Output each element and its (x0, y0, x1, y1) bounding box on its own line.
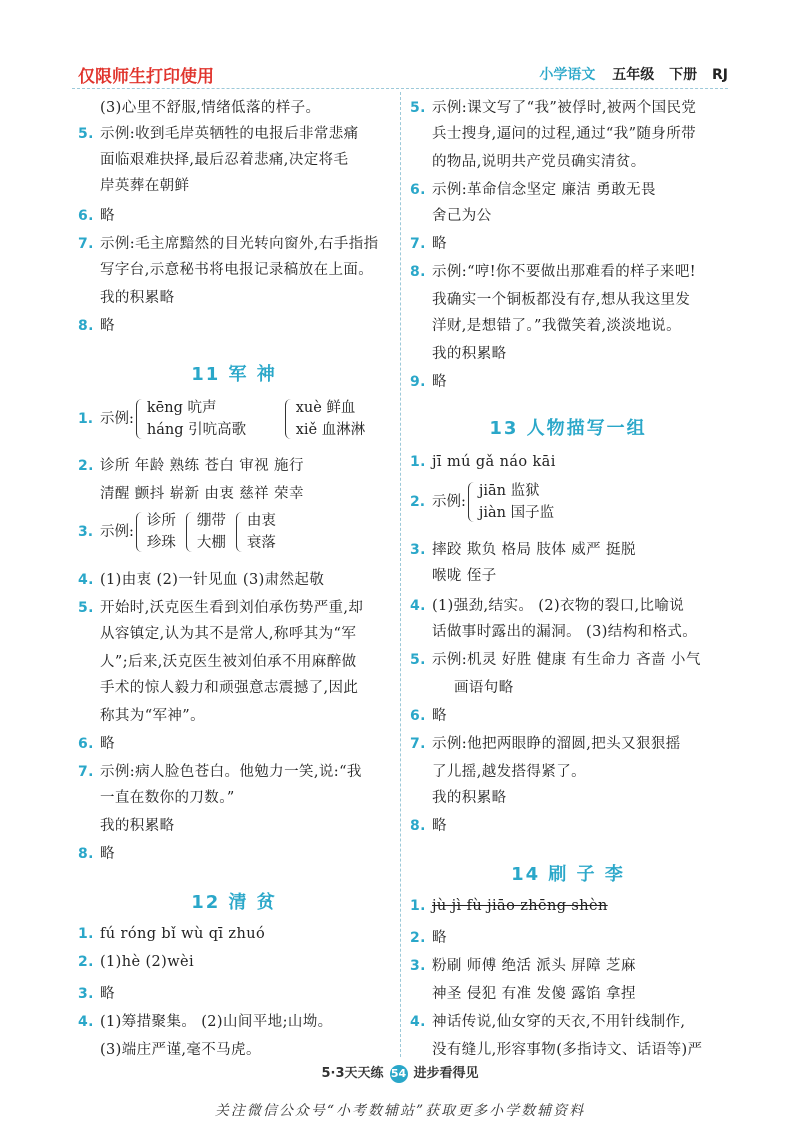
answer-text: 示例:机灵 好胜 健康 有生命力 吝啬 小气 (432, 652, 701, 668)
q-number: 8. (410, 818, 426, 834)
answer-line (410, 814, 447, 835)
term-label: 下册 (669, 67, 698, 83)
answer-line: 我确实一个铜板都没有存,想从我这里发 (432, 292, 691, 308)
section-title: 12 清 贫 (191, 892, 277, 913)
answer-line: 一直在数你的刀数。” (100, 790, 235, 806)
q-number: 4. (410, 1014, 426, 1030)
q-number: 6. (410, 708, 426, 724)
answer-line: 的物品,说明共产党员确实清贫。 (432, 154, 646, 170)
answer-text: 珍珠 (146, 535, 176, 551)
answer-line (410, 926, 447, 947)
answer-line (410, 480, 554, 524)
q-number: 7. (78, 764, 94, 780)
q-number: 9. (410, 374, 426, 390)
section-title: 14 刷 子 李 (511, 864, 625, 885)
answer-line (78, 1010, 333, 1031)
answer-line (78, 204, 115, 225)
brace (468, 482, 475, 522)
answer-line: 了儿摇,越发搭得紧了。 (432, 764, 587, 780)
answer-line (78, 122, 359, 143)
answer-line (410, 704, 447, 725)
q-number: 3. (410, 958, 426, 974)
answer-line (410, 370, 447, 391)
answer-line: 从容镇定,认为其不是常人,称呼其为“军 (100, 626, 357, 642)
q-number: 1. (410, 454, 426, 470)
q-number: 5. (78, 600, 94, 616)
q-number: 6. (78, 208, 94, 224)
answer-text: 示例:“哼!你不要做出那难看的样子来吧! (432, 264, 696, 280)
q-number: 2. (410, 930, 426, 946)
q-number: 5. (78, 126, 94, 142)
subject-label: 小学语文 (539, 67, 596, 83)
answer-line: 兵士搜身,逼问的过程,通过“我”随身所带 (432, 126, 697, 142)
section-title: 11 军 神 (191, 364, 277, 385)
answer-line (78, 397, 365, 441)
q-number: 3. (78, 986, 94, 1002)
answer-text: 示例: (100, 411, 134, 427)
answer-line (78, 926, 265, 942)
answer-text: (1)筹措聚集。 (2)山间平地;山坳。 (100, 1014, 333, 1030)
answer-line: 我的积累略 (432, 346, 507, 362)
answer-line: 写字台,示意秘书将电报记录稿放在上面。 (100, 262, 374, 278)
answer-line (410, 260, 696, 281)
answer-text: 略 (100, 208, 115, 224)
answer-text: 略 (100, 318, 115, 334)
answer-line: 舍己为公 (432, 208, 492, 224)
answer-line (78, 732, 115, 753)
answer-line: 我的积累略 (100, 818, 175, 834)
answer-line: 清醒 颤抖 崭新 由衷 慈祥 荣幸 (100, 486, 304, 502)
q-number: 8. (78, 318, 94, 334)
page-number: 54 (390, 1065, 408, 1083)
answer-text: 略 (432, 236, 447, 252)
answer-text: (1)强劲,结实。 (2)衣物的裂口,比喻说 (432, 598, 685, 614)
q-number: 1. (78, 411, 94, 427)
q-number: 3. (78, 524, 94, 540)
answer-line: 没有缝儿,形容事物(多指诗文、话语等)严 (432, 1042, 703, 1058)
answer-line (410, 178, 656, 199)
answer-line: 我的积累略 (432, 790, 507, 806)
q-number: 4. (78, 572, 94, 588)
answer-text: 略 (432, 818, 447, 834)
answer-line (410, 594, 684, 615)
answer-line (78, 568, 324, 589)
answer-line (78, 954, 194, 970)
header-left-notice: 仅限师生打印使用 (78, 67, 214, 87)
q-number: 4. (410, 598, 426, 614)
answer-line: 神圣 侵犯 有准 发傻 露馅 拿捏 (432, 986, 636, 1002)
edition-label: RJ (712, 67, 728, 83)
header-rule (72, 88, 728, 89)
answer-line (78, 454, 304, 475)
answer-line: 我的积累略 (100, 290, 175, 306)
q-number: 2. (78, 458, 94, 474)
q-number: 5. (410, 652, 426, 668)
q-number: 2. (410, 494, 426, 510)
answer-line (78, 596, 363, 617)
answer-text: 略 (432, 708, 447, 724)
answer-line (78, 510, 276, 554)
answer-text: jiàn 国子监 (478, 505, 555, 521)
answer-text: jù jì fù jiāo zhēng shèn (432, 898, 608, 914)
grade-label: 五年级 (612, 67, 655, 83)
answer-text: 示例:病人脸色苍白。他勉力一笑,说:“我 (100, 764, 362, 780)
answer-line (78, 314, 115, 335)
answer-text: 由衷 (246, 513, 276, 529)
answer-line: 手术的惊人毅力和顽强意志震撼了,因此 (100, 680, 359, 696)
q-number: 6. (410, 182, 426, 198)
answer-text: 大棚 (196, 535, 226, 551)
answer-text: 诊所 (146, 513, 176, 529)
answer-text: xuè 鲜血 (295, 400, 356, 416)
brace (236, 512, 243, 552)
answer-line (410, 1010, 685, 1031)
answer-text: fú róng bǐ wù qī zhuó (100, 926, 266, 942)
q-number: 7. (410, 236, 426, 252)
answer-text: 神话传说,仙女穿的天衣,不用针线制作, (432, 1014, 686, 1030)
answer-line (410, 954, 636, 975)
q-number: 5. (410, 100, 426, 116)
answer-text: jī mú gǎ náo kāi (432, 454, 556, 470)
answer-line (78, 982, 115, 1003)
answer-text: 示例:收到毛岸英牺牲的电报后非常悲痛 (100, 126, 359, 142)
answer-line (410, 732, 681, 753)
answer-line (410, 538, 636, 559)
answer-text: (1)hè (2)wèi (100, 954, 195, 970)
answer-text: 示例:毛主席黯然的目光转向窗外,右手指指 (100, 236, 379, 252)
answer-line: 面临艰难抉择,最后忍着悲痛,决定将毛 (100, 152, 349, 168)
answer-line (78, 760, 362, 781)
answer-text: 摔跤 欺负 格局 肢体 威严 挺脱 (432, 542, 636, 558)
answer-line (78, 232, 379, 253)
answer-text: 示例: (100, 524, 134, 540)
answer-line: 画语句略 (454, 680, 514, 696)
answer-text: 略 (432, 374, 447, 390)
answer-text: jiān 监狱 (478, 483, 540, 499)
answer-line: 话做事时露出的漏洞。 (3)结构和格式。 (432, 624, 698, 640)
answer-line (410, 454, 556, 470)
column-divider (400, 92, 401, 1057)
answer-line (410, 648, 701, 669)
q-number: 1. (410, 898, 426, 914)
answer-text: 略 (100, 846, 115, 862)
answer-text: 略 (432, 930, 447, 946)
answer-line: 喉咙 侄子 (432, 568, 497, 584)
answer-text: xiě 血淋淋 (295, 422, 366, 438)
q-number: 1. (78, 926, 94, 942)
answer-text: 示例:课文写了“我”被俘时,被两个国民党 (432, 100, 697, 116)
answer-text: 示例:革命信念坚定 廉洁 勇敢无畏 (432, 182, 656, 198)
section-title: 13 人物描写一组 (489, 418, 647, 439)
answer-line: 称其为“军神”。 (100, 708, 206, 724)
answer-line: 人”;后来,沃克医生被刘伯承不用麻醉做 (100, 654, 357, 670)
answer-text: 粉刷 师傅 绝活 派头 屏障 芝麻 (432, 958, 636, 974)
answer-text: kēng 吭声 (146, 400, 217, 416)
brace (186, 512, 193, 552)
q-number: 7. (78, 236, 94, 252)
q-number: 8. (78, 846, 94, 862)
brace (285, 399, 292, 439)
answer-line: (3)端庄严谨,毫不马虎。 (100, 1042, 261, 1058)
q-number: 3. (410, 542, 426, 558)
footer-slogan: 进步看得见 (413, 1066, 479, 1081)
answer-text: 诊所 年龄 熟练 苍白 审视 施行 (100, 458, 304, 474)
q-number: 7. (410, 736, 426, 752)
answer-line (78, 842, 115, 863)
answer-line: 洋财,是想错了。”我微笑着,淡淡地说。 (432, 318, 681, 334)
brace (136, 399, 143, 439)
q-number: 6. (78, 736, 94, 752)
q-number: 2. (78, 954, 94, 970)
answer-line (410, 96, 696, 117)
answer-line (410, 898, 608, 914)
footer-brand: 5·3天天练 (321, 1066, 384, 1081)
brace (136, 512, 143, 552)
answer-text: 略 (100, 986, 115, 1002)
answer-text: 绷带 (196, 513, 226, 529)
q-number: 8. (410, 264, 426, 280)
watermark-text: 关注微信公众号“小考数辅站”获取更多小学数辅资料 (214, 1103, 586, 1119)
answer-text: 示例: (432, 494, 466, 510)
answer-text: (1)由衷 (2)一针见血 (3)肃然起敬 (100, 572, 325, 588)
answer-line: (3)心里不舒服,情绪低落的样子。 (100, 100, 321, 116)
answer-text: 开始时,沃克医生看到刘伯承伤势严重,却 (100, 600, 364, 616)
page-footer (0, 1062, 800, 1083)
answer-text: háng 引吭高歌 (146, 422, 247, 438)
q-number: 4. (78, 1014, 94, 1030)
answer-line (410, 232, 447, 253)
answer-line: 岸英葬在朝鲜 (100, 178, 190, 194)
answer-text: 略 (100, 736, 115, 752)
header-right-info (539, 64, 728, 84)
answer-text: 示例:他把两眼睁的溜圆,把头又狠狠摇 (432, 736, 681, 752)
answer-text: 衰落 (246, 535, 276, 551)
